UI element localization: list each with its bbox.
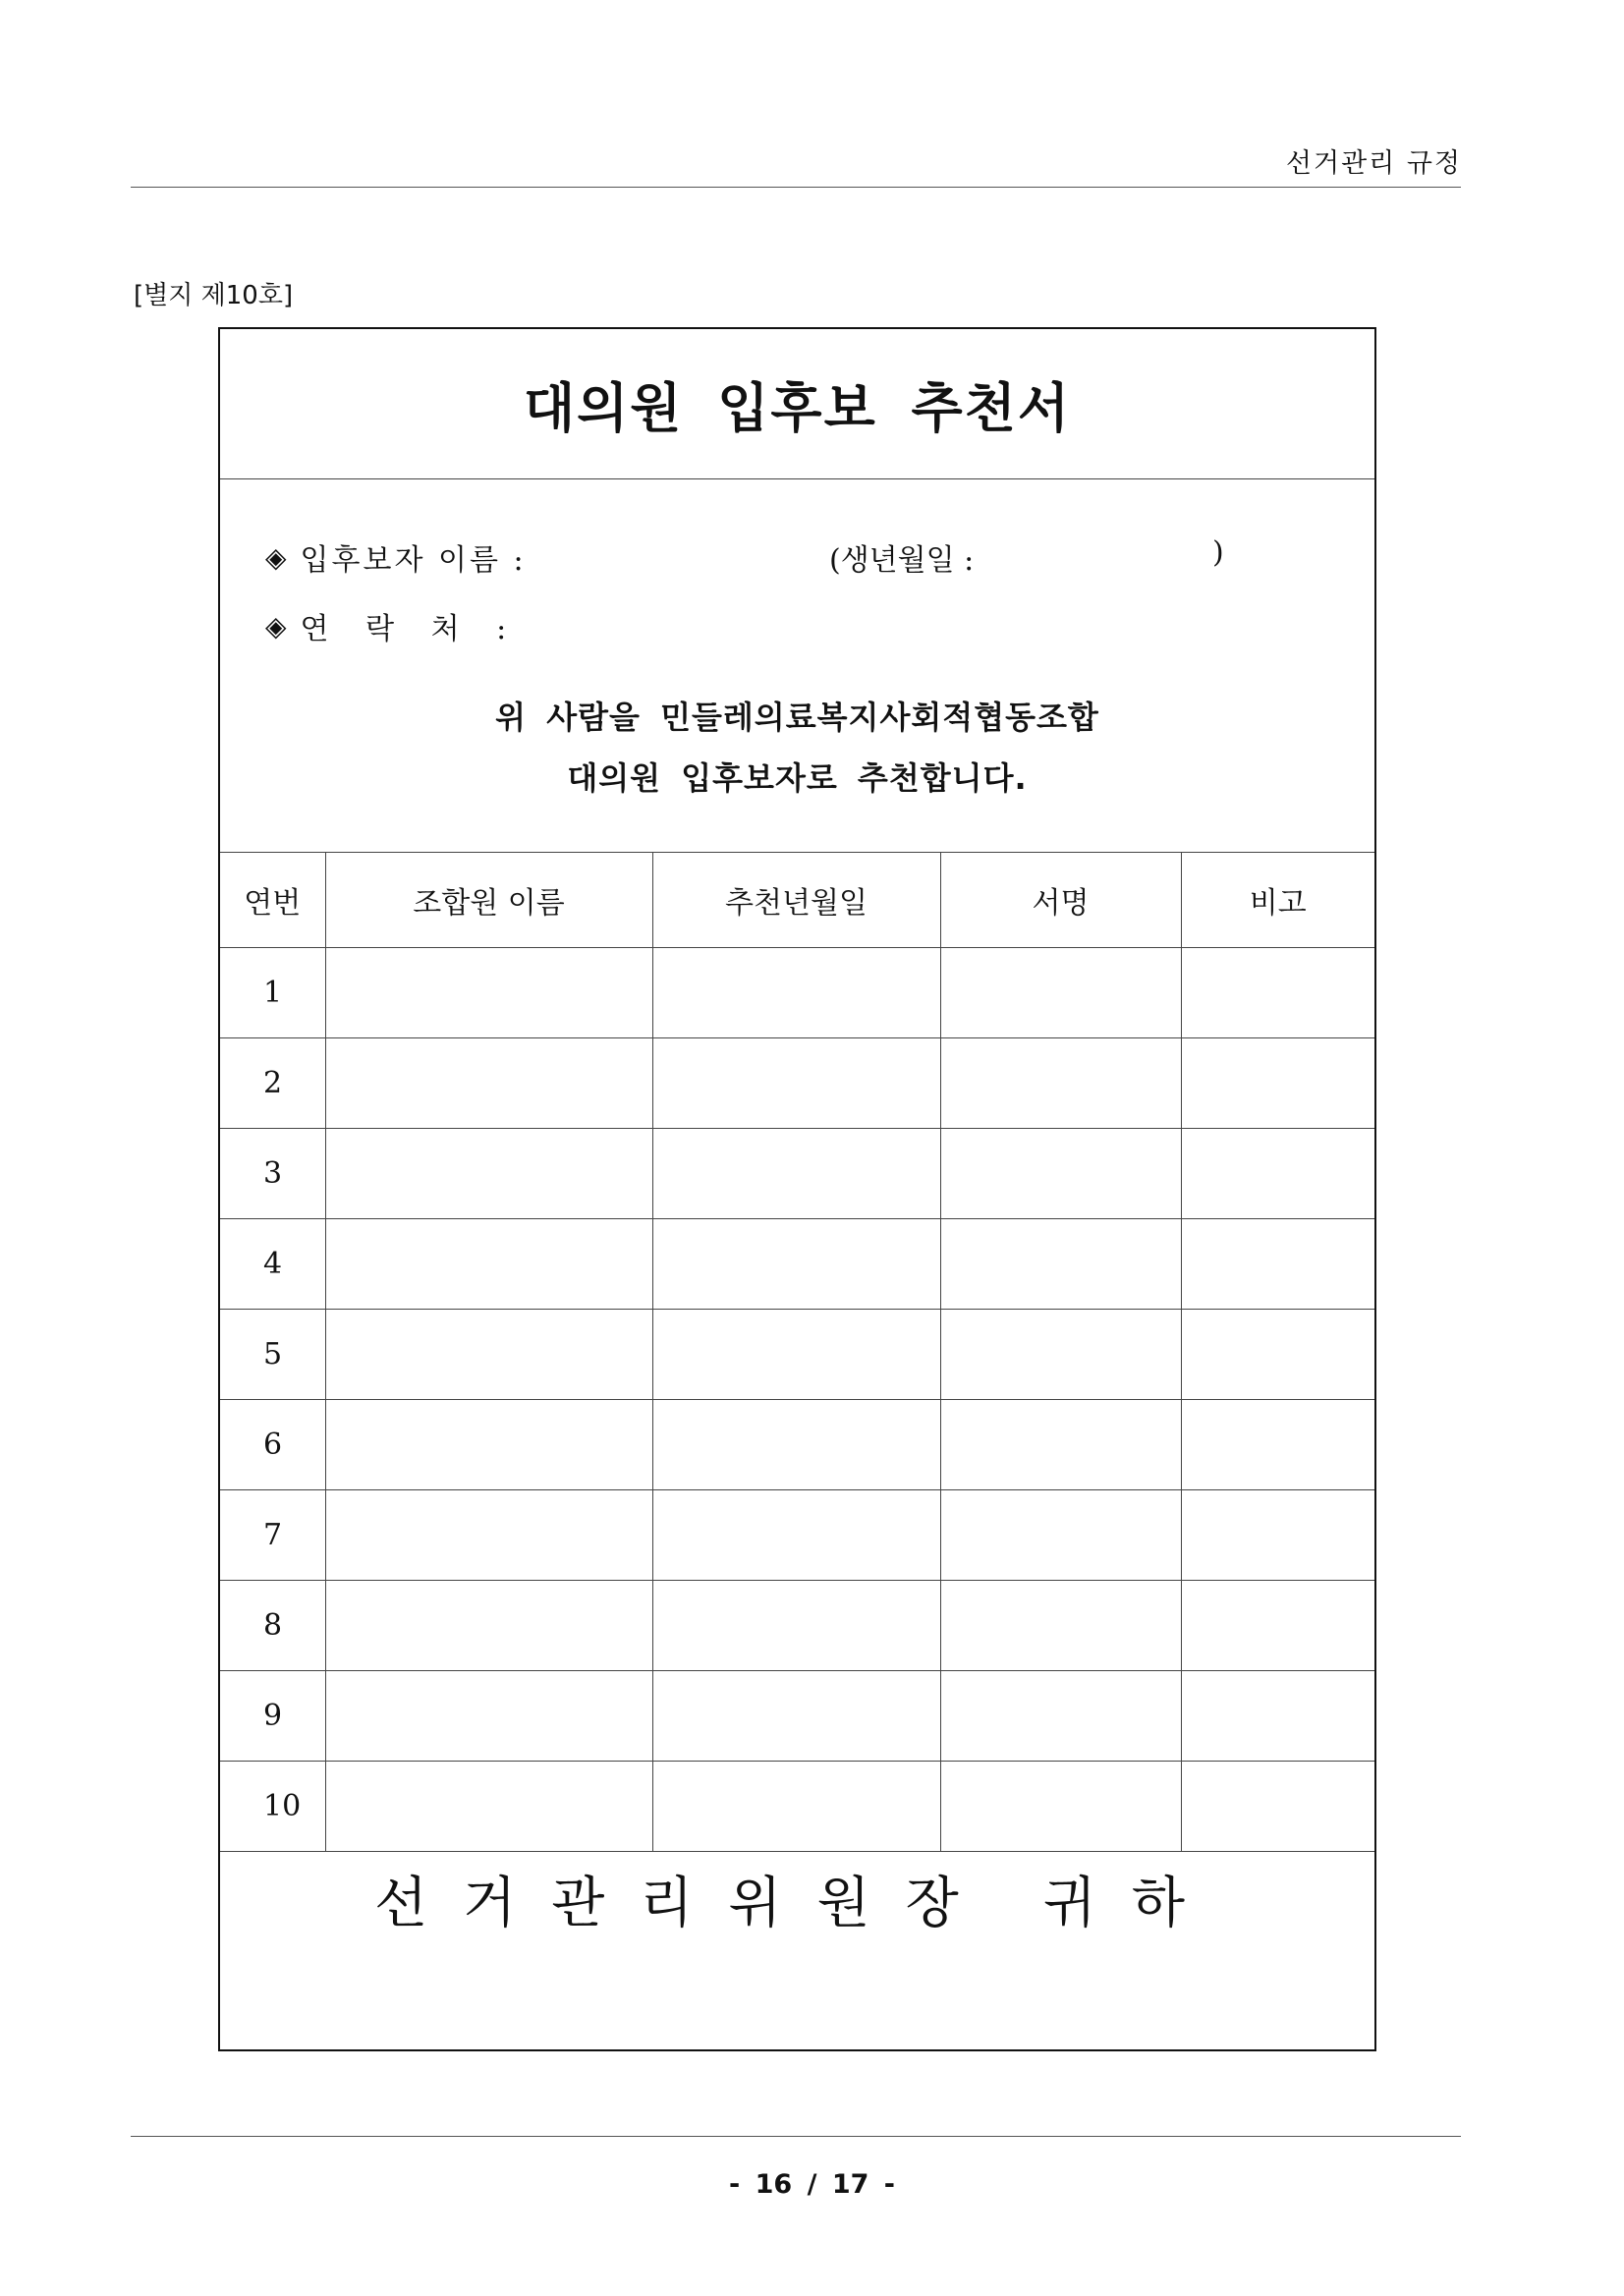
signature-cell[interactable] [940,1581,1181,1671]
statement-line-1: 위 사람을 민들레의료복지사회적협동조합 [495,699,1099,736]
member-name-cell[interactable] [325,1129,652,1219]
remarks-cell[interactable] [1181,1310,1374,1400]
table-row [220,1129,1374,1219]
recommend-date-cell[interactable] [652,1490,940,1581]
column-header-member-name: 조합원 이름 [325,852,652,948]
birthdate-close-paren: ) [1212,535,1224,570]
table-row [220,1038,1374,1129]
statement-line-2: 대의원 입후보자로 추천합니다. [567,759,1028,797]
member-name-cell[interactable] [325,1490,652,1581]
recommend-date-cell[interactable] [652,1671,940,1762]
member-name-cell[interactable] [325,948,652,1038]
signature-cell[interactable] [940,1671,1181,1762]
diamond-bullet-icon: ◈ [265,609,287,643]
row-number: 10 [220,1762,325,1852]
recommend-date-cell[interactable] [652,1129,940,1219]
row-number: 1 [220,948,325,1038]
signature-cell[interactable] [940,1310,1181,1400]
table-row [220,948,1374,1038]
recommend-date-cell[interactable] [652,948,940,1038]
signature-cell[interactable] [940,948,1181,1038]
recommend-date-cell[interactable] [652,1310,940,1400]
table-row [220,1310,1374,1400]
member-name-cell[interactable] [325,1219,652,1310]
remarks-cell[interactable] [1181,1400,1374,1490]
running-header: 선거관리 규정 [1285,148,1462,179]
birthdate-label: (생년월일 : [829,543,975,578]
member-name-cell[interactable] [325,1310,652,1400]
table-row [220,1581,1374,1671]
contact-label: 연 락 처 : [300,612,521,646]
contact-field [265,604,520,647]
remarks-cell[interactable] [1181,1219,1374,1310]
addressee-honorific: 귀하 [1042,1872,1220,1935]
remarks-cell[interactable] [1181,1490,1374,1581]
row-number: 3 [220,1129,325,1219]
remarks-cell[interactable] [1181,1762,1374,1852]
row-number: 7 [220,1490,325,1581]
diamond-bullet-icon: ◈ [265,540,287,574]
remarks-cell[interactable] [1181,1581,1374,1671]
row-number: 2 [220,1038,325,1129]
page-number: - 16 / 17 - [728,2169,896,2200]
column-header-seq: 연번 [220,852,325,948]
row-number: 4 [220,1219,325,1310]
form-title: 대의원 입후보 추천서 [523,376,1072,439]
member-name-cell[interactable] [325,1038,652,1129]
member-name-cell[interactable] [325,1400,652,1490]
footer-divider [131,2136,1461,2137]
addressee-line [220,1860,1374,1938]
signature-cell[interactable] [940,1219,1181,1310]
member-name-cell[interactable] [325,1671,652,1762]
row-number: 5 [220,1310,325,1400]
addressee-org: 선거관리위원장 [374,1872,994,1935]
column-header-remarks: 비고 [1181,852,1374,948]
recommender-table [220,852,1374,1852]
signature-cell[interactable] [940,1129,1181,1219]
signature-cell[interactable] [940,1400,1181,1490]
table-row [220,1762,1374,1852]
remarks-cell[interactable] [1181,1038,1374,1129]
remarks-cell[interactable] [1181,948,1374,1038]
recommendation-form [218,327,1376,2051]
table-row [220,1400,1374,1490]
header-divider [131,187,1461,188]
recommend-date-cell[interactable] [652,1219,940,1310]
column-header-recommend-date: 추천년월일 [652,852,940,948]
column-header-signature: 서명 [940,852,1181,948]
table-row [220,1490,1374,1581]
recommend-date-cell[interactable] [652,1762,940,1852]
candidate-info-section [220,478,1374,853]
table-row [220,1219,1374,1310]
row-number: 6 [220,1400,325,1490]
table-row [220,1671,1374,1762]
row-number: 8 [220,1581,325,1671]
form-title-section [220,329,1374,479]
row-number: 9 [220,1671,325,1762]
member-name-cell[interactable] [325,1581,652,1671]
candidate-name-field [265,535,527,579]
signature-cell[interactable] [940,1762,1181,1852]
signature-cell[interactable] [940,1038,1181,1129]
recommend-date-cell[interactable] [652,1400,940,1490]
birthdate-field [829,535,1224,579]
recommend-date-cell[interactable] [652,1581,940,1671]
remarks-cell[interactable] [1181,1129,1374,1219]
table-header-row [220,852,1374,948]
signature-cell[interactable] [940,1490,1181,1581]
annex-label: [별지 제10호] [134,281,294,310]
recommend-date-cell[interactable] [652,1038,940,1129]
member-name-cell[interactable] [325,1762,652,1852]
candidate-name-label: 입후보자 이름 : [300,543,527,578]
remarks-cell[interactable] [1181,1671,1374,1762]
